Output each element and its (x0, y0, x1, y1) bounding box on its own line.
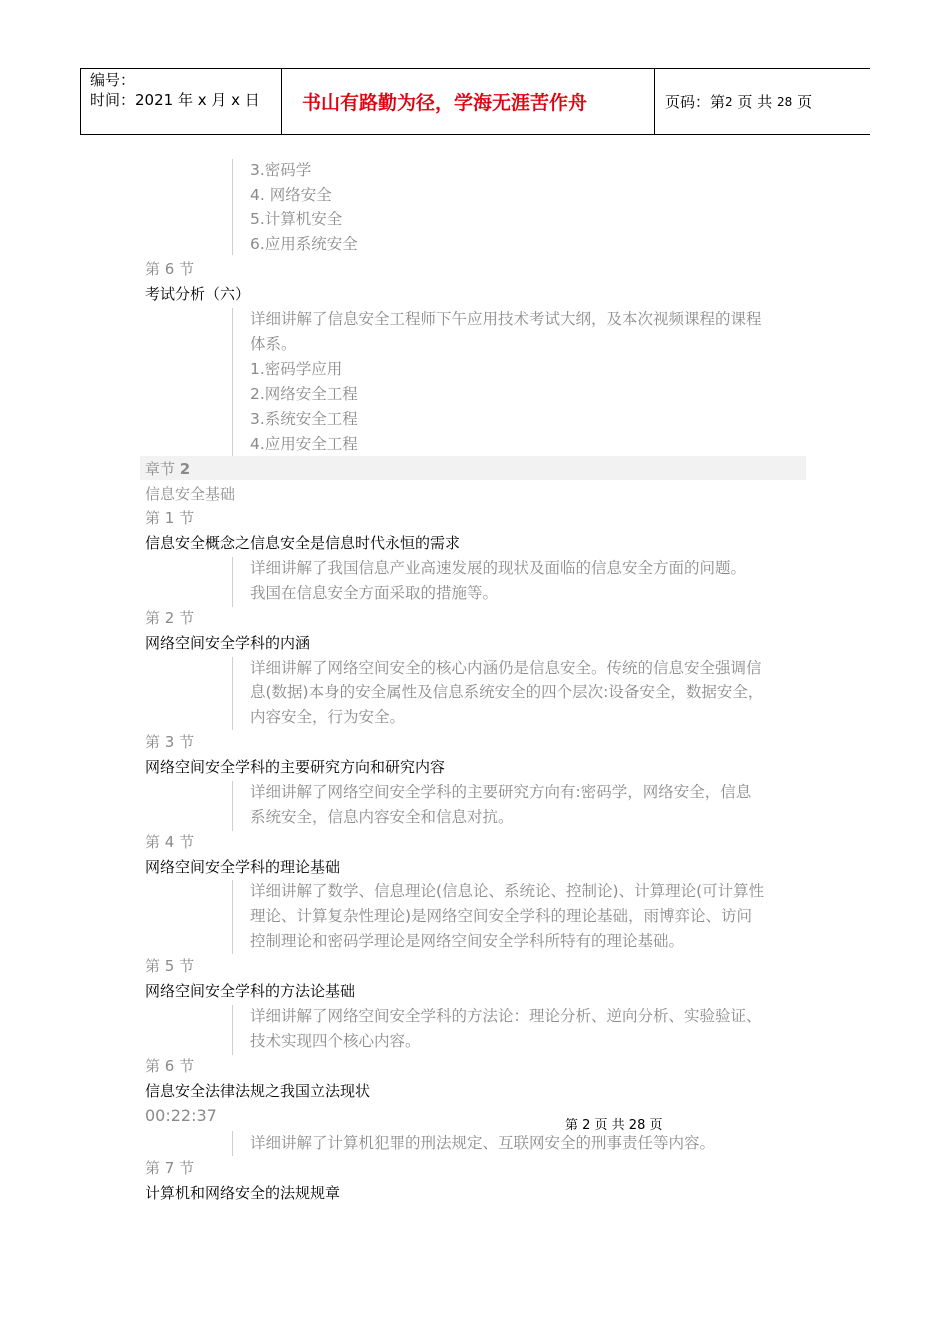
section-label: 第 7 节 (145, 1159, 195, 1177)
section-desc-line: 详细讲解了计算机犯罪的刑法规定、互联网安全的刑事责任等内容。 (250, 1134, 716, 1152)
section-title: 网络空间安全学科的内涵 (145, 634, 311, 652)
desc-bar (232, 159, 233, 255)
section-desc-line: 体系。 (250, 335, 297, 353)
desc-bar (232, 308, 233, 456)
section-desc-line: 控制理论和密码学理论是网络空间安全学科所特有的理论基础。 (250, 932, 685, 950)
page-header (80, 68, 870, 135)
page-mid: 页 共 (737, 93, 773, 111)
chapter-header-bg (140, 456, 806, 480)
section-title: 信息安全概念之信息安全是信息时代永恒的需求 (145, 534, 461, 552)
section-title: 网络空间安全学科的理论基础 (145, 858, 341, 876)
desc-bar (232, 781, 233, 831)
desc-bar (232, 1005, 233, 1055)
chapter-number: 2 (179, 460, 191, 478)
section-title: 网络空间安全学科的方法论基础 (145, 982, 356, 1000)
section-desc-line: 内容安全，行为安全。 (250, 708, 406, 726)
section-desc-line: 系统安全，信息内容安全和信息对抗。 (250, 808, 514, 826)
section-desc-line: 详细讲解了数学、信息理论(信息论、系统论、控制论)、计算理论(可计算性 (250, 882, 765, 900)
doc-date: 时间：2021 年 x 月 x 日 (90, 91, 260, 109)
section-label: 第 4 节 (145, 833, 195, 851)
desc-bar (232, 557, 233, 607)
section-label: 第 1 节 (145, 509, 195, 527)
section-title: 信息安全法律法规之我国立法现状 (145, 1082, 371, 1100)
page-prefix: 页码：第 (665, 93, 726, 111)
list-item: 4. 网络安全 (250, 186, 332, 204)
page-footer: 第 2 页 共 28 页 (565, 1118, 663, 1133)
page-total: 28 (777, 94, 793, 109)
header-motto: 书山有路勤为径，学海无涯苦作舟 (282, 69, 655, 134)
section-desc-line: 详细讲解了网络空间安全的核心内涵仍是信息安全。传统的信息安全强调信 (250, 659, 762, 677)
list-item: 1.密码学应用 (250, 360, 343, 378)
chapter-label (145, 459, 190, 479)
video-duration: 00:22:37 (145, 1106, 217, 1125)
section-desc-line: 理论、计算复杂性理论)是网络空间安全学科的理论基础，雨博弈论、访问 (250, 907, 753, 925)
chapter-word: 章节 (145, 460, 176, 478)
section-title: 网络空间安全学科的主要研究方向和研究内容 (145, 758, 446, 776)
page-number: 2 (725, 94, 733, 109)
section-desc-line: 息(数据)本身的安全属性及信息系统安全的四个层次:设备安全，数据安全， (250, 683, 764, 701)
section-label: 第 6 节 (145, 1057, 195, 1075)
list-item: 4.应用安全工程 (250, 435, 358, 453)
page-suffix: 页 (797, 93, 813, 111)
header-meta (81, 69, 282, 134)
section-desc-line: 我国在信息安全方面采取的措施等。 (250, 584, 499, 602)
list-item: 6.应用系统安全 (250, 235, 358, 253)
desc-bar (232, 1131, 233, 1156)
section-desc-line: 技术实现四个核心内容。 (250, 1032, 421, 1050)
list-item: 2.网络安全工程 (250, 385, 358, 403)
section-desc-line: 详细讲解了我国信息产业高速发展的现状及面临的信息安全方面的问题。 (250, 559, 747, 577)
header-page-info (655, 69, 871, 134)
desc-bar (232, 880, 233, 954)
section-label: 第 3 节 (145, 733, 195, 751)
section-title: 计算机和网络安全的法规规章 (145, 1184, 341, 1202)
section-label: 第 5 节 (145, 957, 195, 975)
list-item: 3.密码学 (250, 161, 312, 179)
doc-number-label: 编号： (90, 71, 136, 89)
list-item: 5.计算机安全 (250, 210, 343, 228)
desc-bar (232, 657, 233, 730)
list-item: 3.系统安全工程 (250, 410, 358, 428)
section-label: 第 2 节 (145, 609, 195, 627)
chapter-title: 信息安全基础 (145, 485, 236, 503)
section-desc-line: 详细讲解了网络空间安全学科的主要研究方向有:密码学，网络安全，信息 (250, 783, 752, 801)
section-desc-line: 详细讲解了网络空间安全学科的方法论：理论分析、逆向分析、实验验证、 (250, 1007, 762, 1025)
section-label: 第 6 节 (145, 260, 195, 278)
section-desc-line: 详细讲解了信息安全工程师下午应用技术考试大纲，及本次视频课程的课程 (250, 310, 762, 328)
section-title: 考试分析（六） (145, 285, 251, 303)
